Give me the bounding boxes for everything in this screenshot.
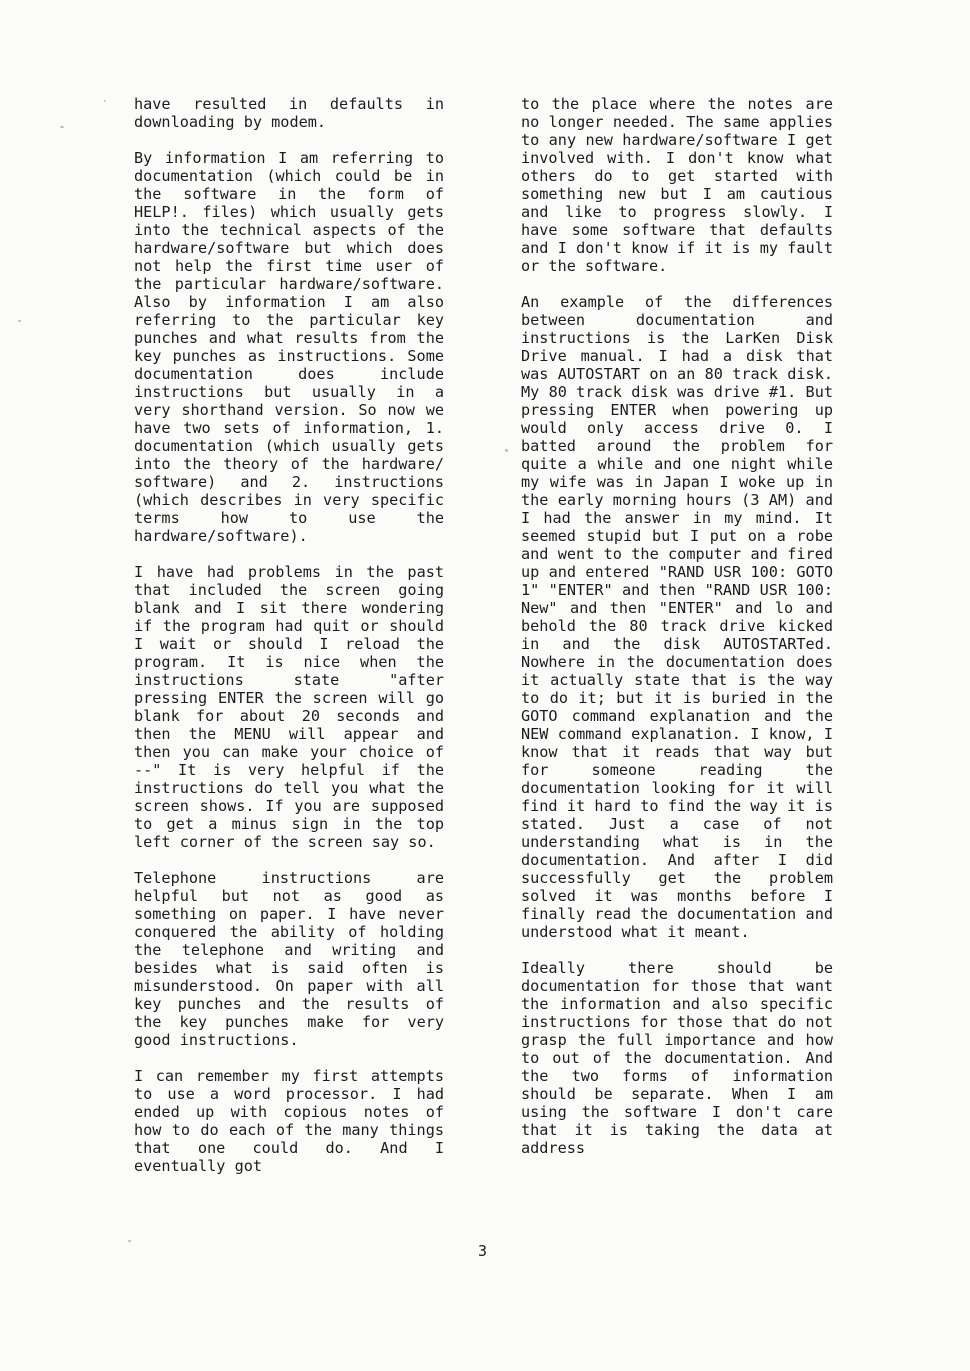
paragraph: I can remember my first attempts to use a word processor. I had ended up with copious notes of how to do each of the many things that one could do. And I eventually got [134,1067,444,1175]
right-column [521,95,833,1175]
page-number: 3 [478,1242,488,1260]
scan-speck [128,1240,131,1242]
paragraph: to the place where the notes are no longer needed. The same applies to any new hardware/software I get involved with. I don't know what others do to get started with something new but I am cautious and like to progress slowly. I have some software that defaults and I don't know if it is my fault or the software. [521,95,833,275]
scan-speck [104,100,106,102]
left-column [134,95,444,1193]
scan-speck [18,320,21,322]
paragraph: Ideally there should be documentation for those that want the information and also specific instructions for those that do not grasp the full importance and how to out of the documentation. And the two forms of information should be separate. When I am using the software I don't care that it is taking the data at address [521,959,833,1157]
paragraph: By information I am referring to documentation (which could be in the software in the form of HELP!. files) which usually gets into the technical aspects of the hardware/software but which does not help the first time user of the particular hardware/software. Also by information I am also referring to the particular key punches and what results from the key punches as instructions. Some documentation does include instructions but usually in a very shorthand version. So now we have two sets of information, 1. documentation (which usually gets into the theory of the hardware/ software) and 2. instructions (which describes in very specific terms how to use the hardware/software). [134,149,444,545]
scan-speck [60,126,64,128]
paragraph: An example of the differences between documentation and instructions is the LarKen Disk Drive manual. I had a disk that was AUTOSTART on an 80 track disk. My 80 track disk was drive #1. But pressing ENTER when powering up would only access drive 0. I batted around the problem for quite a while and one night while my wife was in Japan I woke up in the early morning hours (3 AM) and I had the answer in my mind. It seemed stupid but I put on a robe and went to the computer and fired up and entered "RAND USR 100: GOTO 1" "ENTER" and then "RAND USR 100: New" and then "ENTER" and lo and behold the 80 track drive kicked in and the disk AUTOSTARTed. Nowhere in the documentation does it actually state that is the way to do it; but it is buried in the GOTO command explanation and the NEW command explanation. I know, I know that it reads that way but for someone reading the documentation looking for it will find it hard to find the way it is stated. Just a case of not understanding what is in the documentation. And after I did successfully get the problem solved it was months before I finally read the documentation and understood what it meant. [521,293,833,941]
paragraph: Telephone instructions are helpful but not as good as something on paper. I have never conquered the ability of holding the telephone and writing and besides what is said often is misunderstood. On paper with all key punches and the results of the key punches make for very good instructions. [134,869,444,1049]
scan-speck [505,449,508,452]
paragraph: have resulted in defaults in downloading by modem. [134,95,444,131]
paragraph: I have had problems in the past that included the screen going blank and I sit there wondering if the program had quit or should I wait or should I reload the program. It is nice when the instructions state "after pressing ENTER the screen will go blank for about 20 seconds and then the MENU will appear and then you can make your choice of --" It is very helpful if the instructions do tell you what the screen shows. If you are supposed to get a minus sign in the top left corner of the screen say so. [134,563,444,851]
